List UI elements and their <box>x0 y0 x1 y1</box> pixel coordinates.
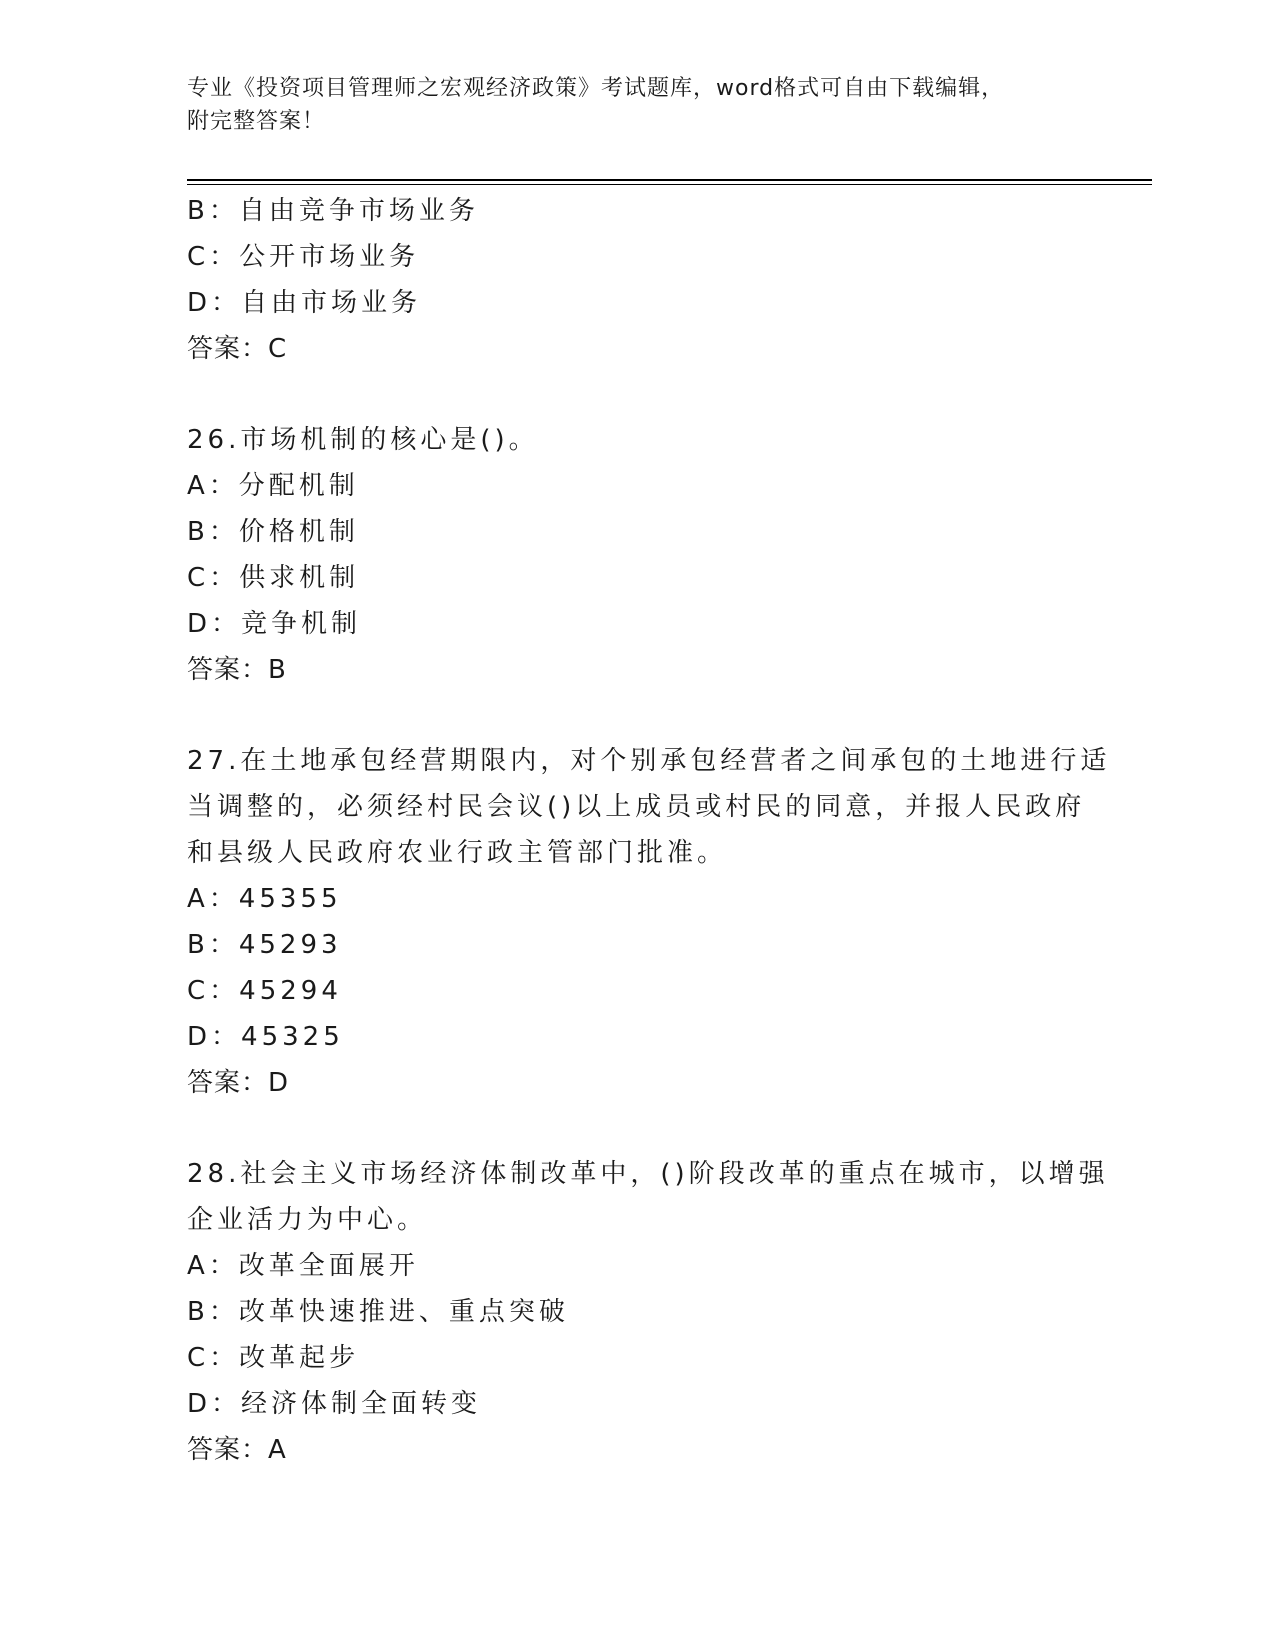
question-26 <box>187 417 1087 693</box>
question-stem-line-3: 和县级人民政府农业行政主管部门批准。 <box>187 838 728 868</box>
question-stem-line-2: 企业活力为中心。 <box>187 1205 428 1235</box>
option-a: A：45355 <box>187 884 342 914</box>
question-list <box>187 188 1111 1473</box>
option-b: B：价格机制 <box>187 517 359 547</box>
option-b: B：45293 <box>187 930 342 960</box>
answer-line: 答案：A <box>187 1435 287 1465</box>
option-a: A：分配机制 <box>187 471 359 501</box>
option-d: D：竞争机制 <box>187 609 362 639</box>
question-25-continued <box>187 188 1087 372</box>
option-c: C：45294 <box>187 976 342 1006</box>
answer-line: 答案：D <box>187 1068 290 1098</box>
option-c: C：供求机制 <box>187 563 360 593</box>
question-stem-line-1: 28.社会主义市场经济体制改革中，()阶段改革的重点在城市，以增强 <box>187 1159 1109 1189</box>
question-27 <box>187 738 1111 1106</box>
header-line-1: 专业《投资项目管理师之宏观经济政策》考试题库，word格式可自由下载编辑， <box>187 76 1005 101</box>
question-stem-line-1: 27.在土地承包经营期限内，对个别承包经营者之间承包的土地进行适 <box>187 746 1111 776</box>
option-c: C：改革起步 <box>187 1343 360 1373</box>
option-d: D：自由市场业务 <box>187 288 422 318</box>
answer-line: 答案：C <box>187 334 288 364</box>
option-b: B：改革快速推进、重点突破 <box>187 1297 569 1327</box>
question-stem: 26.市场机制的核心是()。 <box>187 425 539 455</box>
header-divider-thin <box>187 184 1152 185</box>
option-b: B：自由竞争市场业务 <box>187 196 479 226</box>
question-stem-line-2: 当调整的，必须经村民会议()以上成员或村民的同意，并报人民政府 <box>187 792 1086 822</box>
option-c: C：公开市场业务 <box>187 242 420 272</box>
option-d: D：经济体制全面转变 <box>187 1389 482 1419</box>
header-divider-thick <box>187 179 1152 181</box>
document-header <box>187 72 1087 138</box>
answer-line: 答案：B <box>187 655 287 685</box>
header-line-2: 附完整答案！ <box>187 109 326 134</box>
option-d: D：45325 <box>187 1022 344 1052</box>
question-28 <box>187 1151 1109 1473</box>
option-a: A：改革全面展开 <box>187 1251 419 1281</box>
